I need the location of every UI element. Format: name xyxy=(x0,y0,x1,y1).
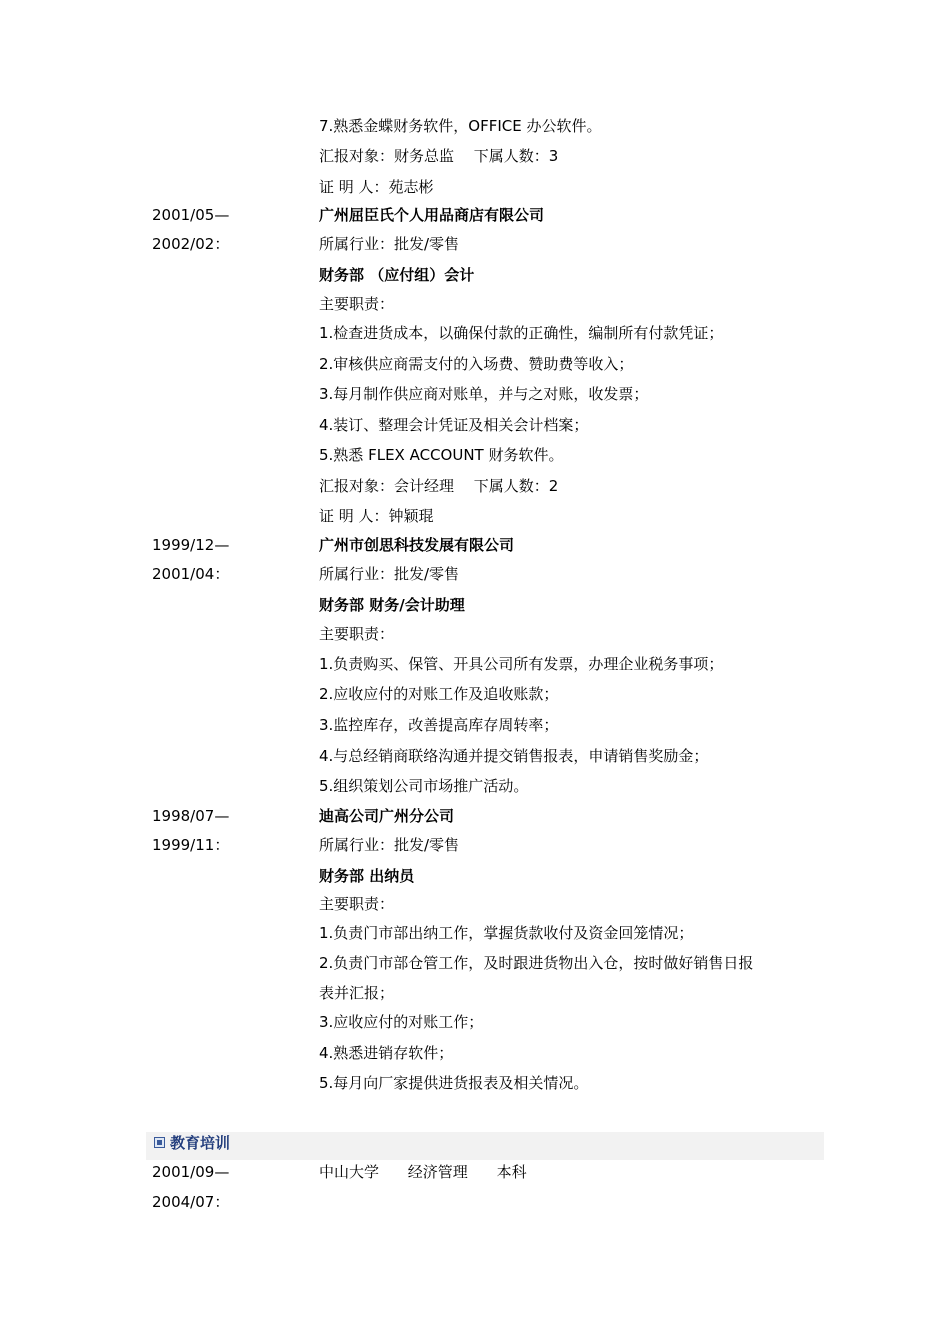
industry-line: 所属行业：批发/零售 xyxy=(319,836,460,854)
reference-line: 证 明 人：苑志彬 xyxy=(319,178,434,196)
reference-line: 证 明 人：钟颖琨 xyxy=(319,507,434,525)
duty-line: 5.每月向厂家提供进货报表及相关情况。 xyxy=(319,1074,589,1092)
edu-date-start: 2001/09— xyxy=(152,1163,230,1181)
duty-line: 4.熟悉进销存软件； xyxy=(319,1044,454,1062)
duty-line: 2.应收应付的对账工作及追收账款； xyxy=(319,685,559,703)
job-date-start: 1999/12— xyxy=(152,536,230,554)
duty-line: 5.熟悉 FLEX ACCOUNT 财务软件。 xyxy=(319,446,564,464)
job-date-end: 2002/02： xyxy=(152,235,230,253)
duty-line: 2.审核供应商需支付的入场费、赞助费等收入； xyxy=(319,355,634,373)
position-line: 财务部 财务/会计助理 xyxy=(319,596,465,614)
duties-label: 主要职责： xyxy=(319,625,395,643)
company-name: 广州市创思科技发展有限公司 xyxy=(319,536,515,554)
duty-line: 2.负责门市部仓管工作，及时跟进货物出入仓，按时做好销售日报 xyxy=(319,954,754,972)
duty-line: 7.熟悉金蝶财务软件，OFFICE 办公软件。 xyxy=(319,117,602,135)
duties-label: 主要职责： xyxy=(319,295,395,313)
duty-line: 3.监控库存，改善提高库存周转率； xyxy=(319,716,559,734)
education-section-header xyxy=(146,1132,824,1160)
position-line: 财务部 出纳员 xyxy=(319,867,415,885)
education-entry xyxy=(319,1162,527,1182)
company-name: 广州屈臣氏个人用品商店有限公司 xyxy=(319,206,545,224)
duty-line: 4.与总经销商联络沟通并提交销售报表，申请销售奖励金； xyxy=(319,747,709,765)
duty-line: 4.装订、整理会计凭证及相关会计档案； xyxy=(319,416,589,434)
duty-line: 3.每月制作供应商对账单，并与之对账，收发票； xyxy=(319,385,649,403)
duty-line: 1.负责门市部出纳工作，掌握货款收付及资金回笼情况； xyxy=(319,924,694,942)
position-line: 财务部 （应付组）会计 xyxy=(319,266,475,284)
duties-label: 主要职责： xyxy=(319,895,395,913)
report-line: 汇报对象：会计经理 下属人数：2 xyxy=(319,477,559,495)
duty-line: 5.组织策划公司市场推广活动。 xyxy=(319,777,529,795)
duty-line: 1.检查进货成本，以确保付款的正确性，编制所有付款凭证； xyxy=(319,324,724,342)
job-date-start: 1998/07— xyxy=(152,807,230,825)
duty-line: 1.负责购买、保管、开具公司所有发票，办理企业税务事项； xyxy=(319,655,724,673)
industry-line: 所属行业：批发/零售 xyxy=(319,565,460,583)
report-line: 汇报对象：财务总监 下属人数：3 xyxy=(319,147,559,165)
job-date-start: 2001/05— xyxy=(152,206,230,224)
job-date-end: 1999/11： xyxy=(152,836,230,854)
degree-name: 本科 xyxy=(496,1163,527,1181)
industry-line: 所属行业：批发/零售 xyxy=(319,235,460,253)
job-date-end: 2001/04： xyxy=(152,565,230,583)
duty-line: 3.应收应付的对账工作； xyxy=(319,1013,484,1031)
section-title: 教育培训 xyxy=(170,1134,231,1152)
major-name: 经济管理 xyxy=(407,1163,468,1181)
company-name: 迪高公司广州分公司 xyxy=(319,807,455,825)
edu-date-end: 2004/07： xyxy=(152,1193,230,1211)
school-name: 中山大学 xyxy=(319,1163,380,1181)
section-image-icon xyxy=(154,1137,165,1148)
duty-line: 表并汇报； xyxy=(319,984,395,1002)
